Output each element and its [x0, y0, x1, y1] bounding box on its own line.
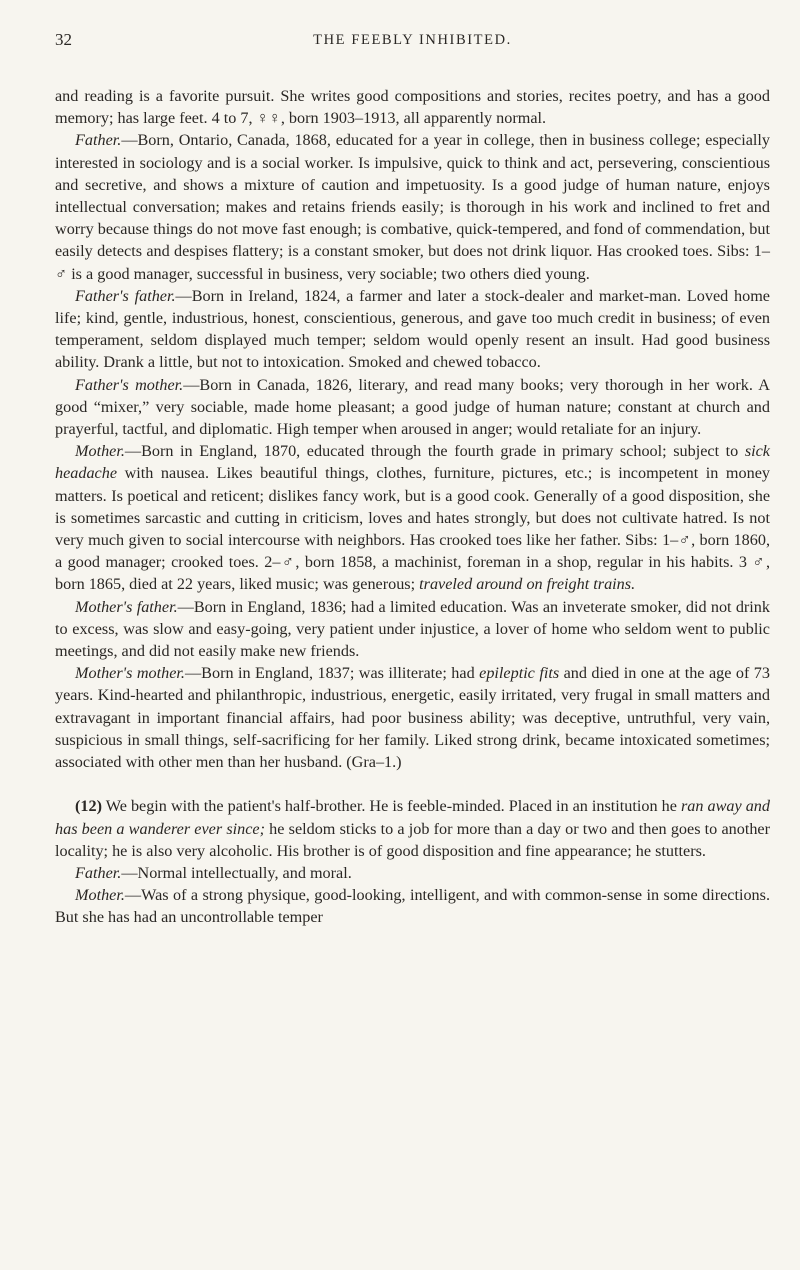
paragraph-text: he seldom sticks to a job for more than a day or two and then goes to another locality; he is also very alcoholic. His brother is of good disposition and fine appearance; he stutters. — [55, 819, 770, 860]
paragraph-text: with nausea. Likes beautiful things, clothes, furniture, pictures, etc.; is incompetent in money matters. Is poetical and reticent; dislikes fancy work, but is a good cook. Generally of a good disposition, she is sometimes sarcastic and cutting in criticism, loves and hates strongly, but does not cultivate hatred. Is not very much given to social intercourse with neighbors. Has crooked toes like her father. Sibs: 1–♂, born 1860, a good manager; crooked toes. 2–♂, born 1858, a machinist, foreman in a shop, regular in his habits. 3 ♂, born 1865, died at 22 years, liked music; was generous; — [55, 464, 770, 594]
paragraph-case-12-father — [55, 862, 770, 884]
paragraph-label: Father. — [75, 863, 122, 882]
paragraph-text: We begin with the patient's half-brother. He is feeble-minded. Placed in an institution he — [101, 797, 681, 816]
emphasis-text: sick headache — [55, 442, 770, 483]
running-head — [55, 30, 770, 54]
emphasis-text: epileptic fits — [479, 664, 560, 683]
paragraph-label: Mother's mother. — [75, 664, 185, 683]
paragraph-label: Father's father. — [75, 286, 176, 305]
paragraph-text: —Born, Ontario, Canada, 1868, educated for a year in college, then in business college; especially interested in sociology and is a social worker. Is impulsive, quick to think and act, persevering, conscientious and secretive, and shows a mixture of caution and impetuosity. Is a good judge of human nature, enjoys intellectual conversation; makes and retains friends easily; is thorough in his work and inclined to fret and worry because things do not move fast enough; is combative, quick-tempered, and fond of commendation, but easily detects and despises flattery; is a constant smoker, but does not drink liquor. Has crooked toes. Sibs: 1–♂ is a good manager, successful in business, very sociable; two others died young. — [55, 131, 770, 283]
paragraph-label: Father's mother. — [75, 375, 184, 394]
paragraph-text: —Born in England, 1836; had a limited education. Was an inveterate smoker, did not drink to excess, was slow and easy-going, very patient under injustice, a lover of home who seldom went to public meetings, and did not easily make new friends. — [55, 597, 770, 661]
case-number: (12) — [75, 797, 102, 816]
paragraph-mother — [55, 440, 770, 595]
paragraph-text: —Normal intellectually, and moral. — [121, 863, 352, 882]
running-title: THE FEEBLY INHIBITED. — [313, 32, 512, 48]
body-text — [55, 85, 770, 929]
paragraph-label: Mother. — [75, 442, 125, 461]
emphasis-text: ran away and has been a wanderer ever since; — [55, 797, 770, 838]
paragraph-mothers-father — [55, 596, 770, 663]
paragraph-text: —Born in England, 1837; was illiterate; had — [184, 664, 480, 683]
paragraph-text: —Born in Ireland, 1824, a farmer and later a stock-dealer and market-man. Loved home life; kind, gentle, industrious, honest, conscientious, generous, and gave too much credit in business; of even temperament, seldom displayed much temper; seldom would openly resent an insult. Had good business ability. Drank a little, but not to intoxication. Smoked and chewed tobacco. — [55, 286, 770, 372]
paragraph-continuation — [55, 85, 770, 129]
emphasis-text: traveled around on freight trains. — [419, 575, 636, 594]
paragraph-text: and died in one at the age of 73 years. Kind-hearted and philanthropic, industrious, energetic, easily irritated, very frugal in small matters and extravagant in important financial affairs, had poor business ability; was deceptive, untruthful, very vain, suspicious in small things, self-sacrificing for her family. Liked strong drink, became intoxicated sometimes; associated with other men than her husband. (Gra–1.) — [55, 664, 770, 772]
paragraph-fathers-mother — [55, 374, 770, 441]
paragraph-fathers-father — [55, 285, 770, 374]
paragraph-case-12-mother — [55, 884, 770, 928]
paragraph-case-12 — [55, 795, 770, 862]
paragraph-father — [55, 129, 770, 284]
paragraph-label: Mother's father. — [75, 597, 178, 616]
paragraph-text: —Born in England, 1870, educated through the fourth grade in primary school; subject to — [124, 442, 745, 461]
paragraph-text: and reading is a favorite pursuit. She writes good compositions and stories, recites poetry, and has a good memory; has large feet. 4 to 7, ♀♀, born 1903–1913, all apparently normal. — [55, 87, 770, 128]
paragraph-text: —Was of a strong physique, good-looking, intelligent, and with common-sense in some directions. But she has had an uncontrollable temper — [55, 886, 770, 927]
paragraph-mothers-mother — [55, 662, 770, 773]
paragraph-text: —Born in Canada, 1826, literary, and read many books; very thorough in her work. A good “mixer,” very sociable, made home pleasant; a good judge of human nature; constant at church and prayerful, tactful, and diplomatic. High temper when aroused in anger; would retaliate for an injury. — [55, 375, 770, 439]
paragraph-label: Mother. — [75, 886, 125, 905]
paragraph-label: Father. — [75, 131, 122, 150]
page-number: 32 — [55, 30, 72, 49]
